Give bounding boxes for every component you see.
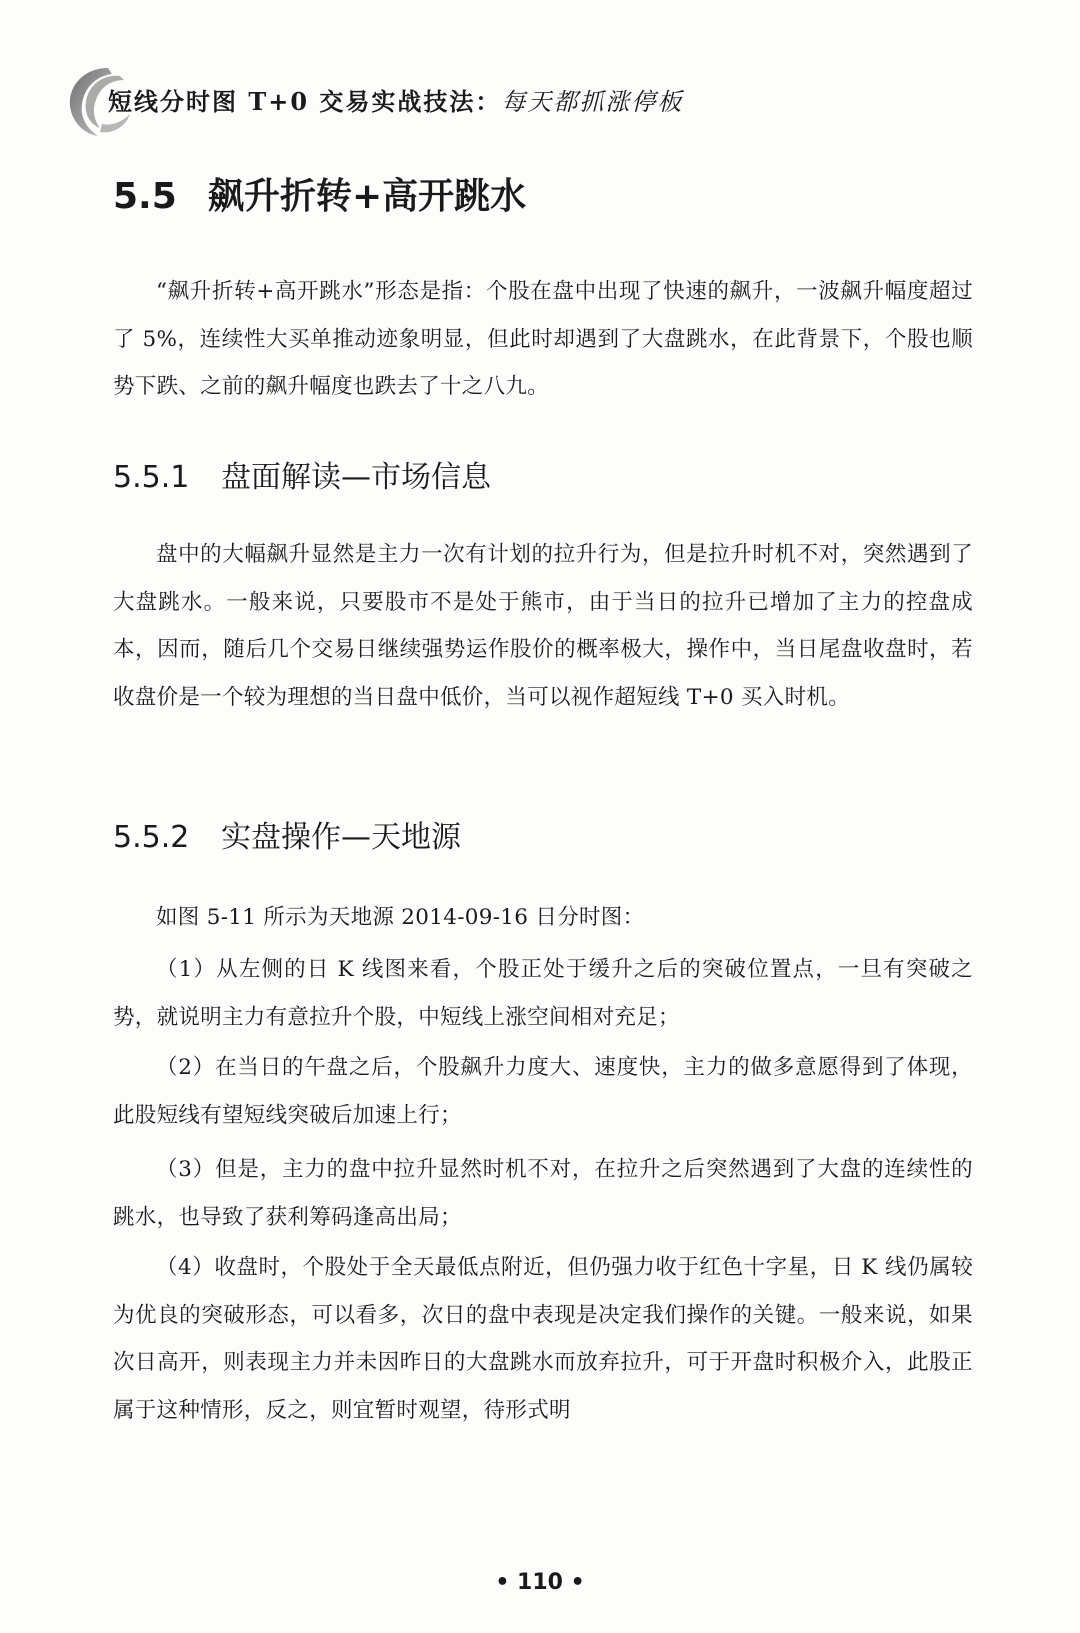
list-item-3: （3）但是，主力的盘中拉升显然时机不对，在拉升之后突然遇到了大盘的连续性的跳水，也导致了获利筹码逢高出局； [113,1157,973,1230]
running-header-title [108,82,683,117]
subsection-1-title: 盘面解读—市场信息 [221,460,491,495]
section-heading [113,168,526,219]
subsection-1-number: 5.5.1 [113,460,190,495]
subsection-1-paragraph: 盘中的大幅飙升显然是主力一次有计划的拉升行为，但是拉升时机不对，突然遇到了大盘跳水。一般来说，只要股市不是处于熊市，由于当日的拉升已增加了主力的控盘成本，因而，随后几个交易日继续强势运作股价的概率极大，操作中，当日尾盘收盘时，若收盘价是一个较为理想的当日盘中低价，当可以视作超短线 T+0 买入时机。 [113,542,973,710]
subsection-2-lead: 如图 5-11 所示为天地源 2014-09-16 日分时图： [156,905,645,930]
subsection-2-title: 实盘操作—天地源 [221,820,461,855]
section-number: 5.5 [113,176,177,217]
running-header [62,62,782,142]
subsection-1-heading [113,452,491,496]
section-intro-paragraph: “飙升折转+高开跳水”形态是指：个股在盘中出现了快速的飙升，一波飙升幅度超过了 5%，连续性大买单推动迹象明显，但此时却遇到了大盘跳水，在此背景下，个股也顺势下跌、之前的飙升幅度也跌去了十之八九。 [113,279,973,399]
book-title: 短线分时图 T+0 交易实战技法： [108,87,502,116]
subsection-2-number: 5.5.2 [113,820,190,855]
subsection-2-heading [113,812,461,856]
page-number: • 110 • [495,1570,585,1595]
section-title: 飙升折转+高开跳水 [208,176,527,217]
list-item-1: （1）从左侧的日 K 线图来看，个股正处于缓升之后的突破位置点，一旦有突破之势，就说明主力有意拉升个股，中短线上涨空间相对充足； [113,957,973,1030]
list-item-4: （4）收盘时，个股处于全天最低点附近，但仍强力收于红色十字星，日 K 线仍属较为优良的突破形态，可以看多，次日的盘中表现是决定我们操作的关键。一般来说，如果次日高开，则表现主力并未因昨日的大盘跳水而放弃拉升，可于开盘时积极介入，此股正属于这种情形，反之，则宜暂时观望，待形式明 [113,1255,973,1423]
book-subtitle: 每天都抓涨停板 [501,88,684,116]
list-item-2: （2）在当日的午盘之后，个股飙升力度大、速度快，主力的做多意愿得到了体现，此股短线有望短线突破后加速上行； [113,1055,973,1128]
